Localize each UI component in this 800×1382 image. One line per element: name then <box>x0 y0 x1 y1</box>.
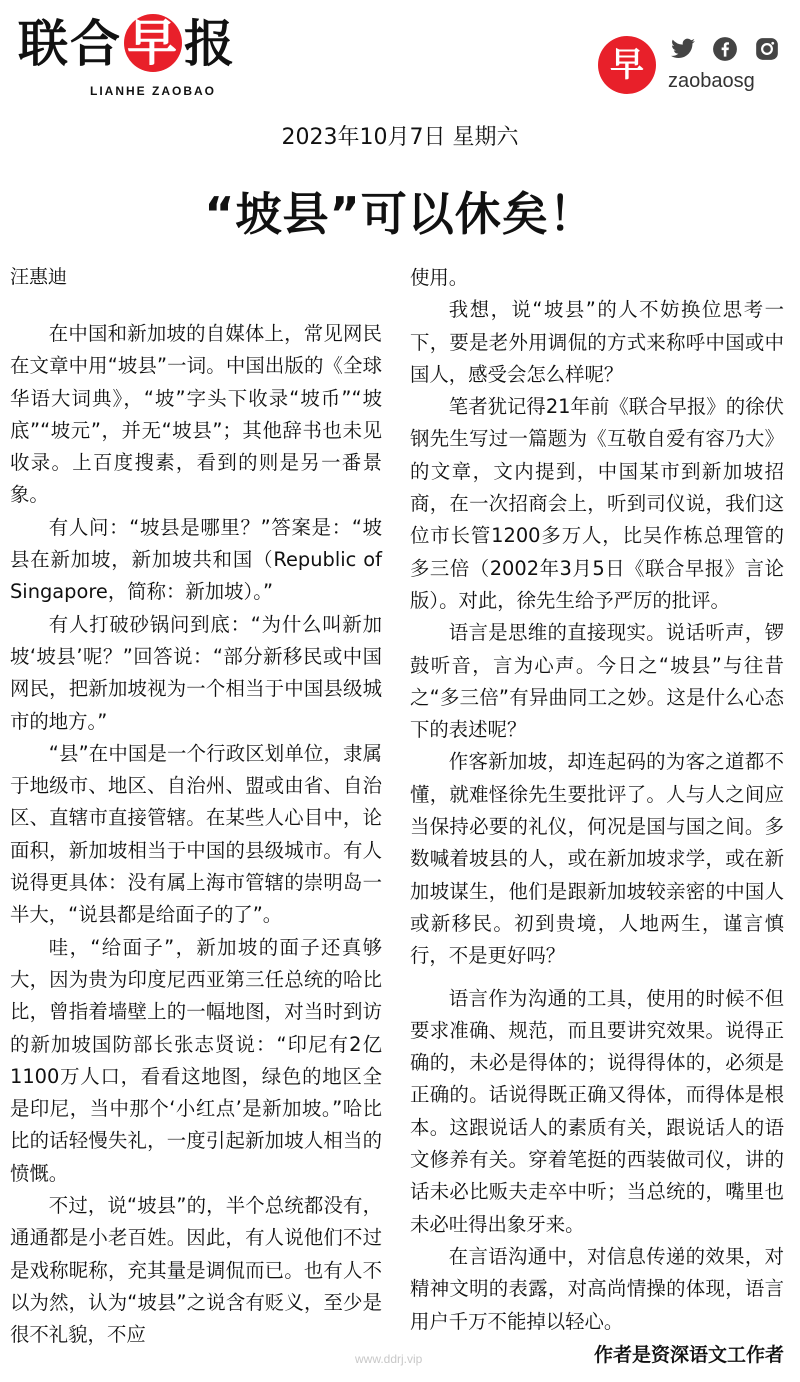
publish-date: 2023年10月7日 星期六 <box>281 125 519 150</box>
article-column-left <box>10 318 382 1352</box>
author-name: 汪惠迪 <box>10 266 68 288</box>
paragraph-continuation: 使用。 <box>410 266 469 289</box>
paragraph: 作客新加坡，却连起码的为客之道都不懂，就难怪徐先生要批评了。人与人之间应当保持必要的礼仪，何况是国与国之间。多数喊着坡县的人，或在新加坡求学，或在新加坡谋生，他们是跟新加坡较亲密的中国人或新移民。初到贵境，人地两生，谨言慎行，不是更好吗？ <box>410 750 784 968</box>
logo-text-1: 联合 <box>18 14 122 73</box>
zaobao-logo[interactable] <box>18 14 236 74</box>
social-links <box>670 36 785 66</box>
article-title: “坡县”可以休矣！ <box>204 187 596 241</box>
paragraph: 我想，说“坡县”的人不妨换位思考一下，要是老外用调侃的方式来称呼中国或中国人，感受会怎么样呢？ <box>410 298 784 386</box>
paragraph: 有人问：“坡县是哪里？”答案是：“坡县在新加坡，新加坡共和国（Republic of Singapore，简称：新加坡）。” <box>10 515 382 604</box>
social-handle: zaobaosg <box>668 70 755 92</box>
zao-badge-icon: 早 <box>598 36 656 94</box>
article-column-right <box>410 262 784 1338</box>
logo-english: LIANHE ZAOBAO <box>90 84 216 98</box>
paragraph: 有人打破砂锅问到底：“为什么叫新加坡‘坡县’呢？”回答说：“部分新移民或中国网民，把新加坡视为一个相当于中国县级城市的地方。” <box>10 612 382 733</box>
logo-text-2: 报 <box>184 14 236 73</box>
paragraph: 不过，说“坡县”的，半个总统都没有，通通都是小老百姓。因此，有人说他们不过是戏称昵称，充其量是调侃而已。也有人不以为然，认为“坡县”之说含有贬义，至少是很不礼貌，不应 <box>10 1194 382 1347</box>
paragraph: 在言语沟通中，对信息传递的效果，对精神文明的表露，对高尚情操的体现，语言用户千万不能掉以轻心。 <box>410 1244 784 1333</box>
paragraph: 笔者犹记得21年前《联合早报》的徐伏钢先生写过一篇题为《互敬自爱有容乃大》的文章，文内提到，中国某市到新加坡招商，在一次招商会上，听到司仪说，我们这位市长管1200多万人，比吴作栋总理管的多三倍（2002年3月5日《联合早报》言论版）。对此，徐先生给予严厉的批评。 <box>410 395 784 612</box>
masthead <box>0 0 800 110</box>
paragraph: 在中国和新加坡的自媒体上，常见网民在文章中用“坡县”一词。中国出版的《全球华语大词典》，“坡”字头下收录“坡币”“坡底”“坡元”，并无“坡县”；其他辞书也未见收录。上百度搜素，看到的则是另一番景象。 <box>10 322 382 507</box>
instagram-icon[interactable] <box>754 36 780 62</box>
twitter-icon[interactable] <box>670 36 696 62</box>
paragraph: 语言是思维的直接现实。说话听声，锣鼓听音，言为心声。今日之“坡县”与往昔之“多三倍”有异曲同工之妙。这是什么心态下的表述呢？ <box>410 621 784 742</box>
watermark: www.ddrj.vip <box>355 1352 423 1366</box>
author-byline: 作者是资深语文工作者 <box>593 1344 784 1366</box>
paragraph: 语言作为沟通的工具，使用的时候不但要求准确、规范，而且要讲究效果。说得正确的，未必是得体的；说得得体的，必须是正确的。话说得既正确又得体，而得体是根本。这跟说话人的素质有关，跟说话人的语文修养有关。穿着笔挺的西装做司仪，讲的话未必比贩夫走卒中听；当总统的，嘴里也未必吐得出象牙来。 <box>410 986 784 1236</box>
logo-red-circle: 早 <box>124 14 182 72</box>
paragraph: 哇，“给面子”，新加坡的面子还真够大，因为贵为印度尼西亚第三任总统的哈比比，曾指着墙壁上的一幅地图，对当时到访的新加坡国防部长张志贤说：“印尼有2亿1100万人口，看看这地图，绿色的地区全是印尼，当中那个‘小红点’是新加坡。”哈比比的话轻慢失礼，一度引起新加坡人相当的愤慨。 <box>10 935 382 1185</box>
facebook-icon[interactable] <box>712 36 738 62</box>
paragraph: “县”在中国是一个行政区划单位，隶属于地级市、地区、自治州、盟或由省、自治区、直辖市直接管辖。在某些人心目中，论面积，新加坡相当于中国的县级城市。有人说得更具体：没有属上海市管辖的崇明岛一半大，“说县都是给面子的了”。 <box>10 741 382 927</box>
